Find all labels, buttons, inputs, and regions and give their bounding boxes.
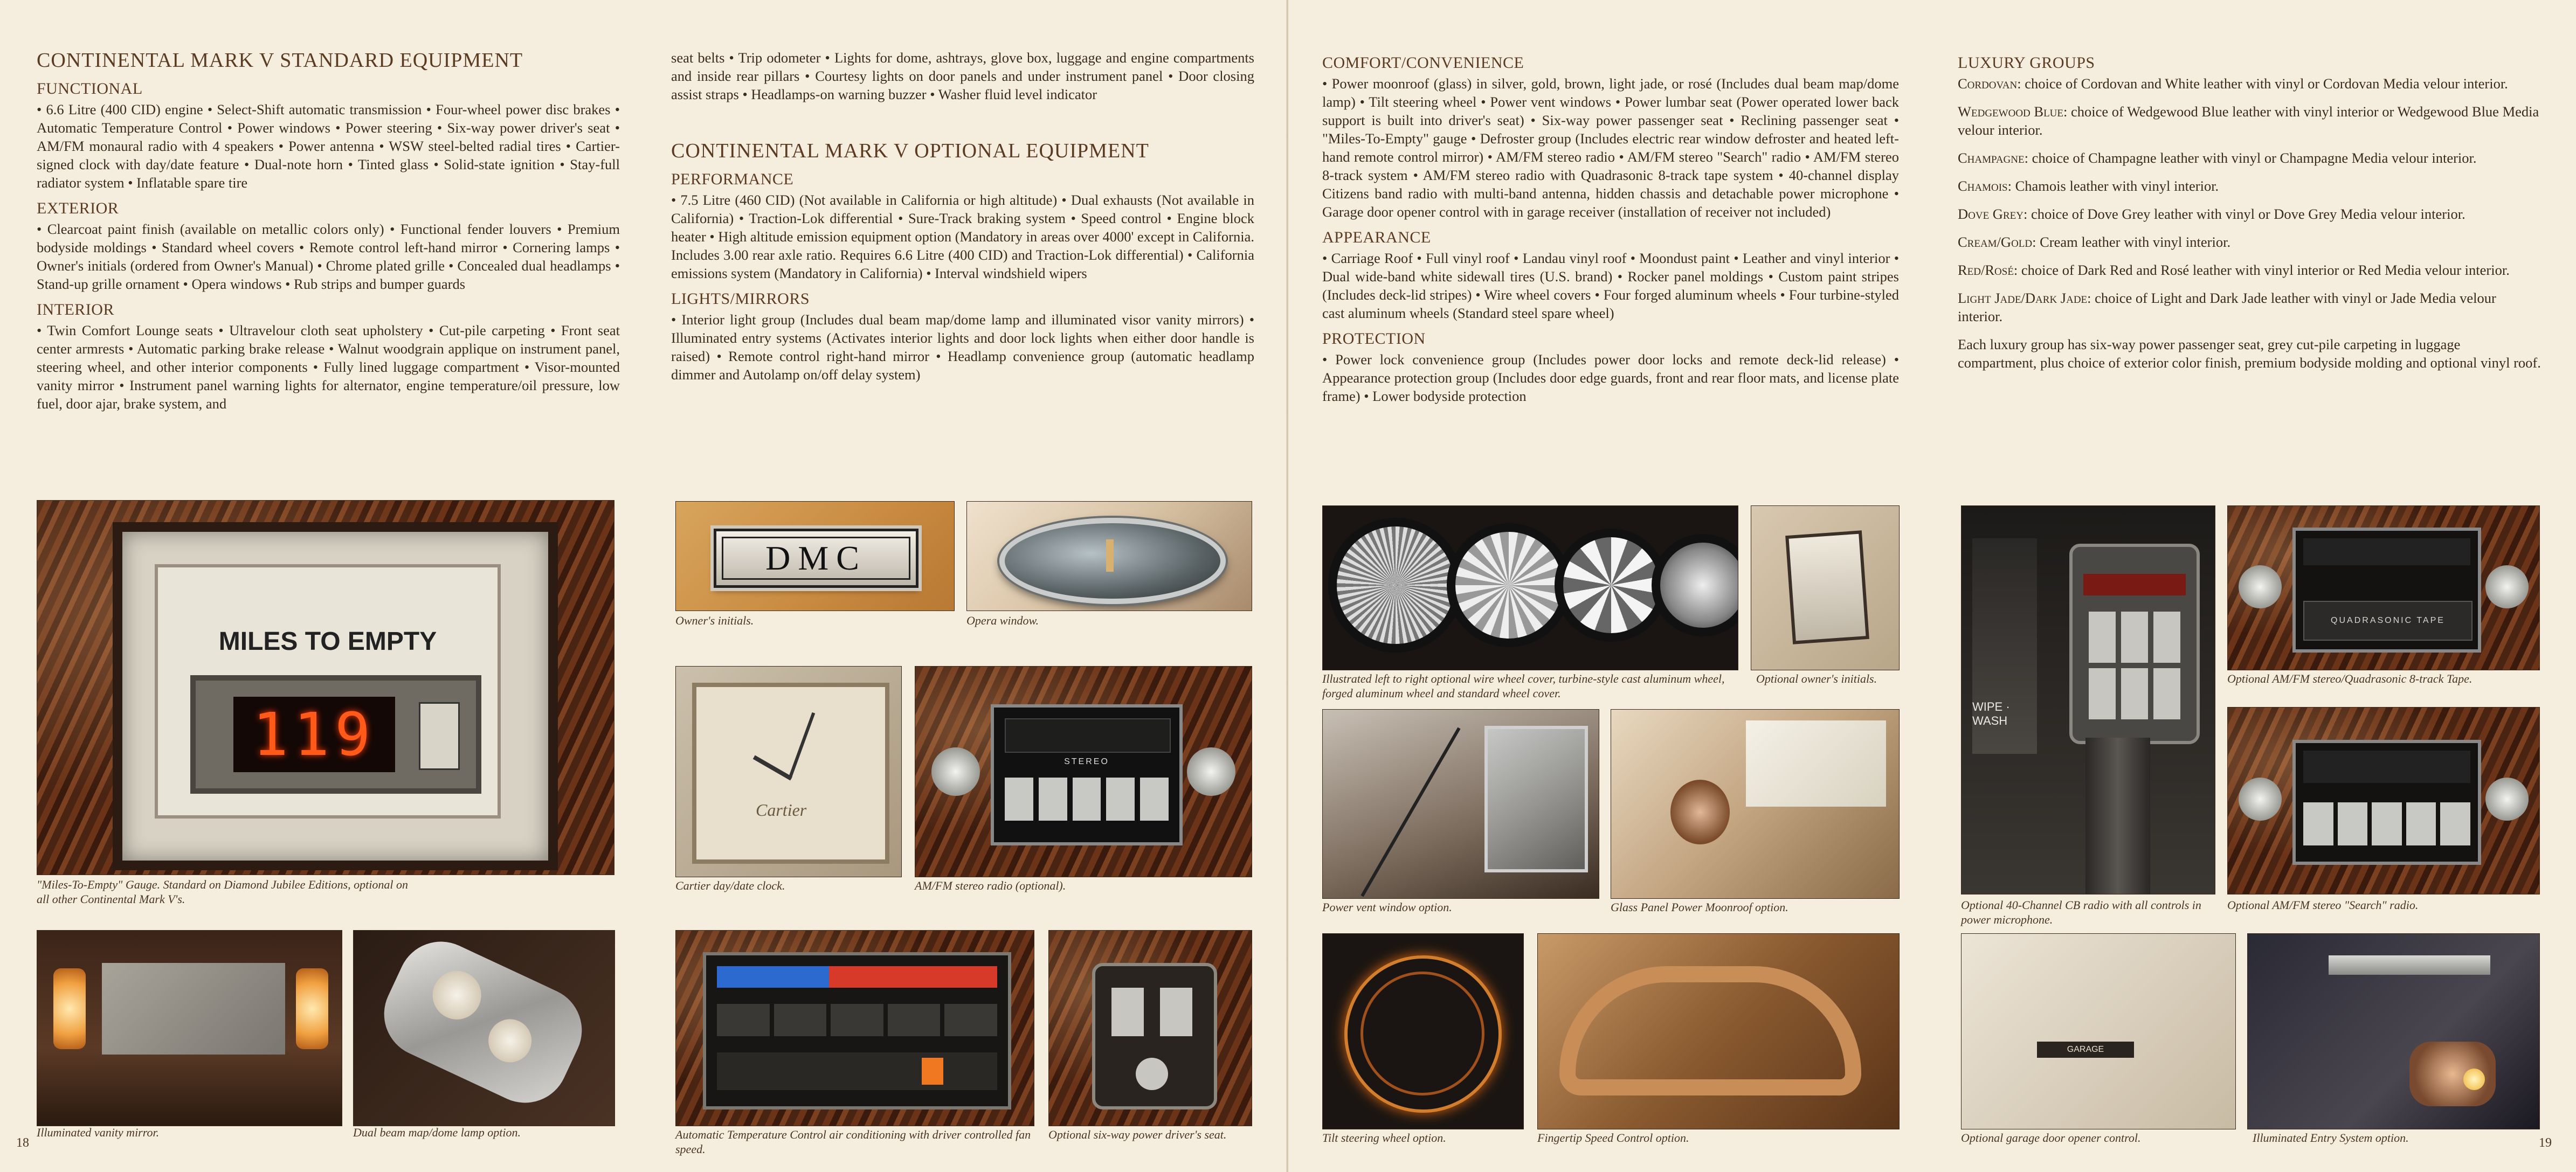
quad-left-knob [2239, 565, 2282, 608]
quad-faceplate [2292, 528, 2481, 653]
luxury-item-jade: Light Jade/Dark Jade: choice of Light and Dark Jade leather with vinyl or Jade Media velour interior. [1958, 290, 2496, 324]
performance-heading: PERFORMANCE [671, 170, 794, 188]
tilt-wheel-photo [1322, 933, 1524, 1129]
opera-window-caption: Opera window. [966, 614, 1039, 627]
speed-caption: Fingertip Speed Control option. [1537, 1131, 1689, 1145]
optional-equipment-column [671, 48, 1254, 391]
quadrasonic-tape-slot: QUADRASONIC TAPE [2303, 601, 2473, 641]
owners-initials-photo [675, 501, 955, 611]
wire-wheel-cover [1328, 518, 1463, 653]
moonroof-photo [1611, 709, 1900, 899]
lit-keyhole [2463, 1069, 2485, 1090]
miles-caption: "Miles-To-Empty" Gauge. Standard on Diamond Jubilee Editions, optional on all other Continental Mark V's. [37, 878, 409, 906]
appearance-heading: APPEARANCE [1322, 228, 1431, 246]
search-right-knob [2485, 778, 2529, 821]
vanity-caption: Illuminated vanity mirror. [37, 1126, 160, 1139]
search-caption: Optional AM/FM stereo "Search" radio. [2227, 898, 2419, 912]
luxury-item-red-rose: Red/Rosé: choice of Dark Red and Rosé leather with vinyl interior or Red Media velour interior. [1958, 262, 2510, 278]
atc-panel [703, 952, 1011, 1109]
vanity-light-right [296, 968, 328, 1049]
luxury-item-cream-gold: Cream/Gold: Cream leather with vinyl interior. [1958, 234, 2231, 250]
clock-hand-minute [788, 712, 815, 779]
clock-face [692, 683, 889, 864]
six-way-seat-photo [1048, 930, 1252, 1126]
exterior-heading: EXTERIOR [37, 199, 119, 217]
opera-window-emblem [999, 518, 1226, 604]
miles-to-empty-display: 119 [233, 697, 395, 772]
lights-mirrors-text: • Interior light group (Includes dual beam map/dome lamp and illuminated visor vanity mirrors) • Illuminated entry systems (Activates interior lights and door lock lights when either door handle is raised) • Remote control right-hand mirror • Headlamp convenience group (automatic headlamp dimmer and Autolamp on/off delay system) [671, 311, 1254, 383]
speed-control-photo [1537, 933, 1900, 1129]
lights-mirrors-heading: LIGHTS/MIRRORS [671, 290, 810, 308]
moonroof-glass [1746, 720, 1886, 807]
seat-control-panel [1092, 963, 1217, 1109]
cb-microphone [2069, 544, 2200, 744]
vent-caption: Power vent window option. [1322, 900, 1452, 914]
garage-opener-photo [1961, 933, 2236, 1129]
map-lamp-photo [353, 930, 615, 1126]
functional-text: • 6.6 Litre (400 CID) engine • Select-Shift automatic transmission • Four-wheel power disc brakes • Automatic Temperature Control • Power windows • Power steering • Six-way power driver's seat • AM/FM monaural radio with 4 speakers • Power antenna • WSW steel-belted radial tires • Cartier-signed clock with day/date feature • Dual-note horn • Tinted glass • Solid-state ignition • Stay-full radiator system • Inflatable spare tire [37, 101, 620, 191]
garage-caption: Optional garage door opener control. [1961, 1131, 2141, 1145]
radio-preset-buttons [1005, 778, 1169, 821]
quad-caption: Optional AM/FM stereo/Quadrasonic 8-track Tape. [2227, 672, 2473, 685]
atc-caption: Automatic Temperature Control air conditioning with driver controlled fan speed. [675, 1128, 1031, 1156]
gauge-reset-button [419, 702, 460, 770]
am-fm-radio-photo [915, 666, 1252, 877]
moonroof-caption: Glass Panel Power Moonroof option. [1611, 900, 1788, 914]
right-page [1288, 0, 2576, 1172]
miles-to-empty-photo [37, 500, 614, 875]
radio-dial [1005, 718, 1171, 753]
luxury-item-chamois: Chamois: Chamois leather with vinyl interior. [1958, 178, 2219, 194]
wheels-photo [1322, 505, 1738, 670]
search-left-knob [2239, 778, 2282, 821]
cb-caption: Optional 40-Channel CB radio with all controls in power microphone. [1961, 898, 2201, 926]
search-faceplate [2292, 740, 2481, 865]
radio-faceplate [991, 704, 1183, 845]
steering-wheel-trail-2 [1360, 972, 1484, 1095]
miles-to-empty-label: MILES TO EMPTY [218, 627, 437, 656]
standard-wheel-cover [1652, 534, 1738, 636]
quad-right-knob [2485, 565, 2529, 608]
search-radio-photo [2227, 707, 2540, 894]
entry-caption: Illuminated Entry System option. [2253, 1131, 2409, 1145]
am-fm-caption: AM/FM stereo radio (optional). [915, 879, 1066, 892]
radio-right-knob [1187, 747, 1235, 796]
map-lamp-housing [370, 930, 596, 1117]
luxury-item-champagne: Champagne: choice of Champagne leather with vinyl or Champagne Media velour interior. [1958, 150, 2477, 166]
performance-text: • 7.5 Litre (460 CID) (Not available in California or high altitude) • Dual exhausts (Not available in California) • Traction-Lok differential • Sure-Track braking system • Speed control • Engine block heater • High altitude emission equipment option (Mandatory in areas over 4000' except in California. Includes 3.00 rear axle ratio. Requires 6.6 Litre (400 CID) and Traction-Lok differential) • California emissions system (Mandatory in California) • Interval windshield wipers [671, 192, 1254, 281]
radio-stereo-label: STEREO [1064, 757, 1109, 766]
vent-window-glass [1484, 726, 1588, 872]
interior-heading: INTERIOR [37, 301, 114, 318]
comfort-column [1322, 54, 1899, 413]
clock-caption: Cartier day/date clock. [675, 879, 785, 892]
comfort-text: • Power moonroof (glass) in silver, gold, brown, light jade, or rosé (Includes dual beam map/dome lamp) • Tilt steering wheel • Power vent windows • Power lumbar seat (Power operated lower back support is built into driver's seat) • Six-way power passenger seat • Reclining passenger seat • "Miles-To-Empty" gauge • Defroster group (Includes electric rear window defroster and heated left-hand remote control mirror) • AM/FM stereo radio • AM/FM stereo "Search" radio • AM/FM stereo 8-track system • AM/FM stereo radio with Quadrasonic 8-track tape system • 40-channel display Citizens band radio with multi-band antenna, hidden chassis and detachable power microphone • Garage door opener control with in garage receiver (installation of receiver not included) [1322, 75, 1899, 220]
cartier-signature: Cartier [756, 800, 807, 820]
luxury-item-wedgewood: Wedgewood Blue: choice of Wedgewood Blue leather with vinyl interior or Wedgewood Blue Media velour interior. [1958, 103, 2539, 138]
door-handle [2329, 955, 2490, 975]
luxury-heading: LUXURY GROUPS [1958, 54, 2095, 72]
cb-radio-photo [1961, 505, 2215, 894]
steering-wheel-rim [1559, 966, 1861, 1095]
wipe-wash-label: WIPE · WASH [1972, 700, 2010, 727]
garage-button: GARAGE [2037, 1042, 2134, 1058]
exterior-text: • Clearcoat paint finish (available on metallic colors only) • Functional fender louvers • Premium bodyside moldings • Standard wheel covers • Remote control left-hand mirror • Cornering lamps • Owner's initials (ordered from Owner's Manual) • Chrome plated grille • Concealed dual headlamps • Stand-up grille ornament • Opera windows • Rub strips and bumper guards [37, 221, 620, 292]
owner-initials-caption: Optional owner's initials. [1756, 672, 1877, 685]
luxury-footer: Each luxury group has six-way power passenger seat, grey cut-pile carpeting in luggage compartment, plus choice of exterior color finish, premium bodyside molding and optional vinyl roof. [1958, 336, 2541, 371]
protection-text: • Power lock convenience group (Includes power door locks and remote deck-lid release) • Appearance protection group (Includes door edge guards, front and rear floor mats, and license plate frame) • Lower bodyside protection [1322, 351, 1899, 404]
vanity-light-left [53, 968, 86, 1049]
initials-plaque [1785, 530, 1869, 644]
entry-system-photo [2247, 933, 2540, 1129]
cb-keypad [2089, 612, 2180, 719]
comfort-heading: COMFORT/CONVENIENCE [1322, 54, 1524, 72]
opera-window-photo [966, 501, 1252, 611]
owners-initials-caption: Owner's initials. [675, 614, 754, 627]
atc-temperature-scale [717, 966, 997, 988]
wheels-caption: Illustrated left to right optional wire wheel cover, turbine-style cast aluminum wheel, forged aluminum wheel and standard wheel cover. [1322, 672, 1725, 700]
luxury-item-cordovan: Cordovan: choice of Cordovan and White leather with vinyl or Cordovan Media velour interior. [1958, 75, 2508, 92]
vanity-mirror-glass [102, 963, 285, 1055]
appearance-text: • Carriage Roof • Full vinyl roof • Landau vinyl roof • Moondust paint • Leather and vinyl interior • Dual wide-band white sidewall tires (U.S. brand) • Rocker panel moldings • Custom paint stripes (Includes deck-lid stripes) • Wire wheel covers • Four forged aluminum wheels • Four turbine-styled cast aluminum wheels (Standard steel spare wheel) [1322, 250, 1899, 321]
atc-mode-buttons [717, 1004, 997, 1036]
cb-cord [2085, 738, 2150, 894]
dmc-initials-text: DMC [722, 537, 910, 580]
cartier-clock-photo [675, 666, 902, 877]
standard-equipment-column [37, 48, 620, 420]
vent-window-photo [1322, 709, 1599, 899]
radio-left-knob [931, 747, 980, 796]
passenger-figure [1670, 780, 1730, 844]
turbine-wheel [1447, 523, 1571, 647]
atc-fan-slider [717, 1052, 997, 1090]
protection-heading: PROTECTION [1322, 330, 1426, 348]
quadrasonic-photo [2227, 505, 2540, 670]
map-lamp-caption: Dual beam map/dome lamp option. [353, 1126, 521, 1139]
page-number-left: 18 [16, 1136, 29, 1150]
optional-title: CONTINENTAL MARK V OPTIONAL EQUIPMENT [671, 140, 1149, 162]
luxury-groups-column [1958, 54, 2541, 382]
clock-hand-hour [753, 755, 792, 781]
six-way-caption: Optional six-way power driver's seat. [1048, 1128, 1227, 1141]
vanity-mirror-photo [37, 930, 342, 1126]
page-number-right: 19 [2539, 1136, 2552, 1150]
cb-display [2083, 574, 2186, 595]
luxury-item-dove-grey: Dove Grey: choice of Dove Grey leather with vinyl or Dove Grey Media velour interior. [1958, 206, 2465, 222]
interior-text: • Twin Comfort Lounge seats • Ultravelour cloth seat upholstery • Cut-pile carpeting • Front seat center armrests • Automatic parking brake release • Walnut woodgrain applique on instrument panel, steering wheel, and other interior components • Fully lined luggage compartment • Visor-mounted vanity mirror • Instrument panel warning lights for alternator, engine temperature/oil pressure, low fuel, door ajar, brake system, and [37, 322, 620, 412]
optional-owners-initials-photo [1751, 505, 1900, 670]
tilt-caption: Tilt steering wheel option. [1322, 1131, 1446, 1145]
atc-photo [675, 930, 1034, 1126]
forged-aluminum-wheel [1555, 529, 1668, 642]
functional-heading: FUNCTIONAL [37, 80, 143, 98]
standard-title: CONTINENTAL MARK V STANDARD EQUIPMENT [37, 49, 523, 72]
standard-continued-text: seat belts • Trip odometer • Lights for dome, ashtrays, glove box, luggage and engine compartments and inside rear pillars • Courtesy lights on door panels and under instrument panel • Door closing assist straps • Headlamps-on warning buzzer • Washer fluid level indicator [671, 50, 1254, 102]
